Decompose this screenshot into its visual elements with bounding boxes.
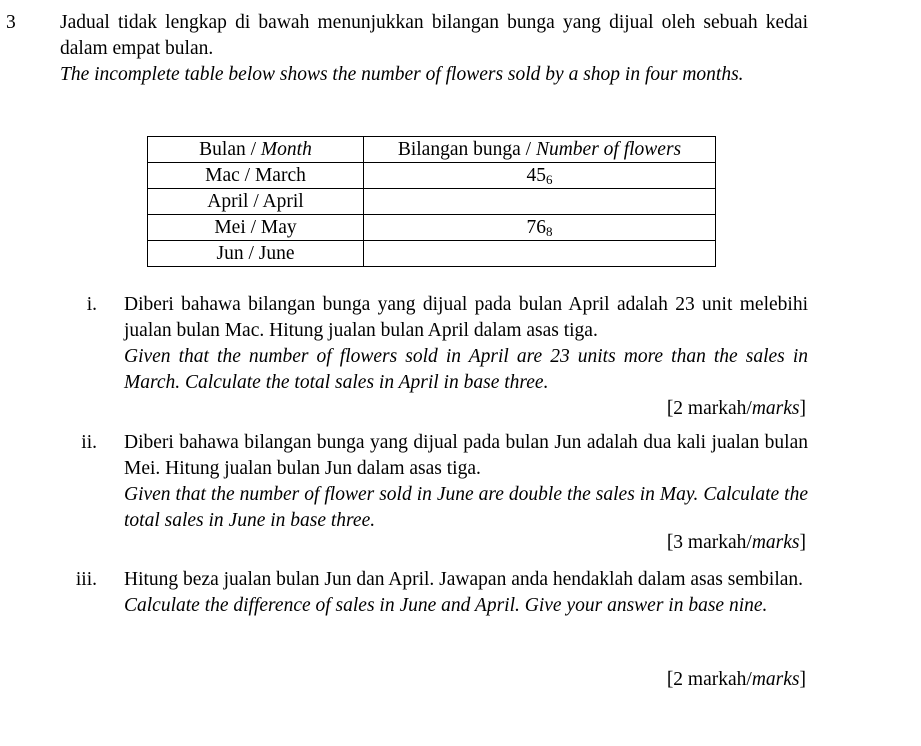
value-cell bbox=[364, 241, 716, 267]
part-label: iii. bbox=[75, 569, 97, 590]
table-header-row bbox=[148, 137, 716, 163]
part-body bbox=[124, 292, 808, 396]
part-malay: Hitung beza jualan bulan Jun dan April. Jawapan anda hendaklah dalam asas sembilan. bbox=[124, 569, 804, 590]
flowers-table bbox=[147, 136, 716, 267]
intro-malay: Jadual tidak lengkap di bawah menunjukkan bilangan bunga yang dijual oleh sebuah kedai dalam empat bulan. bbox=[60, 12, 808, 59]
marks-label: [3 markah/marks] bbox=[666, 532, 806, 553]
table-row bbox=[148, 189, 716, 215]
month-cell: April / April bbox=[148, 189, 364, 215]
header-month: Bulan / Month bbox=[148, 137, 364, 163]
value-cell: $76_8$ bbox=[364, 215, 716, 241]
marks-label: [2 markah/marks] bbox=[666, 398, 806, 419]
part-english: Given that the number of flower sold in June are double the sales in May. Calculate the total sales in June in base three. bbox=[124, 484, 808, 531]
part-label: i. bbox=[86, 294, 97, 315]
part-body bbox=[124, 567, 808, 619]
value-cell bbox=[364, 189, 716, 215]
marks-label: [2 markah/marks] bbox=[666, 669, 806, 690]
table-row bbox=[148, 215, 716, 241]
part-english: Given that the number of flowers sold in April are 23 units more than the sales in March. Calculate the total sales in April in base three. bbox=[124, 346, 808, 393]
question-number: 3 bbox=[6, 12, 16, 33]
part-malay: Diberi bahawa bilangan bunga yang dijual pada bulan April adalah 23 unit melebihi jualan bulan Mac. Hitung jualan bulan April dalam asas tiga. bbox=[124, 294, 808, 341]
table-row bbox=[148, 241, 716, 267]
month-cell: Jun / June bbox=[148, 241, 364, 267]
table-row bbox=[148, 163, 716, 189]
question-intro bbox=[60, 10, 808, 88]
value-cell: $45_6$ bbox=[364, 163, 716, 189]
part-malay: Diberi bahawa bilangan bunga yang dijual pada bulan Jun adalah dua kali jualan bulan Mei. Hitung jualan bulan Jun dalam asas tiga. bbox=[124, 432, 808, 479]
intro-english: The incomplete table below shows the number of flowers sold by a shop in four months. bbox=[60, 64, 744, 85]
month-cell: Mei / May bbox=[148, 215, 364, 241]
part-body bbox=[124, 430, 808, 534]
part-english: Calculate the difference of sales in June and April. Give your answer in base nine. bbox=[124, 595, 768, 616]
header-flowers: Bilangan bunga / Number of flowers bbox=[364, 137, 716, 163]
part-label: ii. bbox=[81, 432, 97, 453]
month-cell: Mac / March bbox=[148, 163, 364, 189]
